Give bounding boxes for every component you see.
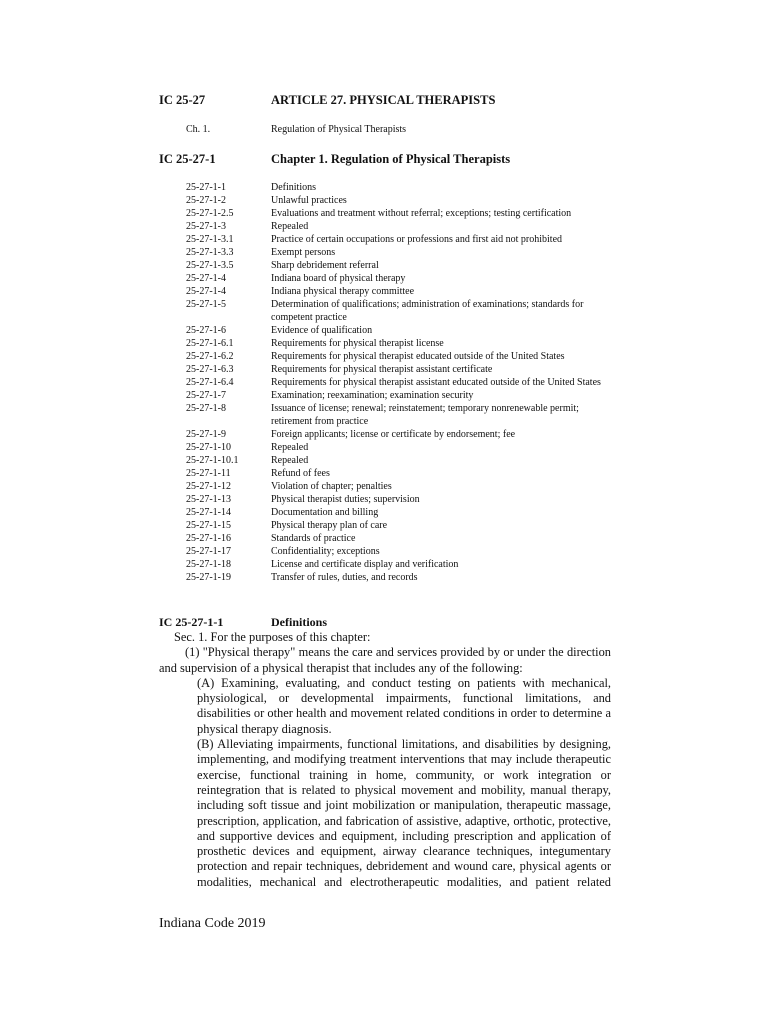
toc-section-description: Issuance of license; renewal; reinstatement; temporary nonrenewable permit; retirement from practice xyxy=(271,403,579,427)
toc-row xyxy=(186,194,606,207)
toc-section-description: Requirements for physical therapist assistant educated outside of the United States xyxy=(271,377,601,388)
toc-section-description: Repealed xyxy=(271,442,309,453)
toc-row xyxy=(186,532,606,545)
toc-row xyxy=(186,337,606,350)
toc-section-number: 25-27-1-3 xyxy=(186,221,226,232)
toc-section-description: Documentation and billing xyxy=(271,507,379,518)
toc-section-description: License and certificate display and verification xyxy=(271,559,459,570)
toc-row xyxy=(186,506,606,519)
toc-row xyxy=(186,285,606,298)
toc-row xyxy=(186,428,606,441)
definition-subitem-b: (B) Alleviating impairments, functional limitations, and disabilities by designing, implementing, and modifying treatment interventions that may include therapeutic exercise, functional training in home, community, or work integration or reintegration that is related to physical movement and mobility, manual therapy, including soft tissue and joint mobilization or manipulation, therapeutic massage, prescription, application, and fabrication of assistive, adaptive, orthotic, protective, and supportive devices and equipment, including prescription and application of prosthetic devices and equipment, airway clearance techniques, integumentary protection and repair techniques, debridement and wound care, physical agents or modalities, mechanical and electrotherapeutic modalities, and patient related xyxy=(197,737,611,889)
toc-row xyxy=(186,467,606,480)
toc-section-description: Refund of fees xyxy=(271,468,330,479)
definition-subitem-a: (A) Examining, evaluating, and conduct testing on patients with mechanical, physiological, or developmental impairments, functional limitations, and disabilities or other health and movement related conditions in order to determine a physical therapy diagnosis. xyxy=(197,675,611,736)
toc-section-number: 25-27-1-3.5 xyxy=(186,260,234,271)
toc-section-number: 25-27-1-6.3 xyxy=(186,364,234,375)
toc-section-number: 25-27-1-13 xyxy=(186,494,231,505)
toc-section-number: 25-27-1-6.4 xyxy=(186,377,234,388)
toc-section-description: Requirements for physical therapist assistant certificate xyxy=(271,364,493,375)
toc-row xyxy=(186,246,606,259)
chapter-code: IC 25-27-1 xyxy=(159,152,216,166)
toc-section-number: 25-27-1-4 xyxy=(186,273,226,284)
toc-section-number: 25-27-1-5 xyxy=(186,299,226,310)
toc-section-description: Violation of chapter; penalties xyxy=(271,481,392,492)
definitions-body xyxy=(159,630,611,890)
toc-section-number: 25-27-1-3.3 xyxy=(186,247,234,258)
toc-section-number: 25-27-1-11 xyxy=(186,468,231,479)
page-footer: Indiana Code 2019 xyxy=(159,916,266,931)
toc-section-description: Foreign applicants; license or certificate by endorsement; fee xyxy=(271,429,516,440)
toc-section-number: 25-27-1-9 xyxy=(186,429,226,440)
toc-section-description: Determination of qualifications; administration of examinations; standards for competent practice xyxy=(271,299,584,323)
toc-section-number: 25-27-1-1 xyxy=(186,182,226,193)
toc-row xyxy=(186,233,606,246)
toc-row xyxy=(186,519,606,532)
toc-section-description: Repealed xyxy=(271,455,309,466)
toc-section-description: Physical therapy plan of care xyxy=(271,520,388,531)
toc-section-number: 25-27-1-2.5 xyxy=(186,208,234,219)
toc-section-number: 25-27-1-3.1 xyxy=(186,234,234,245)
toc-section-description: Requirements for physical therapist license xyxy=(271,338,444,349)
toc-row xyxy=(186,272,606,285)
toc-row xyxy=(186,558,606,571)
toc-row xyxy=(186,389,606,402)
toc-section-number: 25-27-1-15 xyxy=(186,520,231,531)
definition-item-1: (1) "Physical therapy" means the care and services provided by or under the direction and supervision of a physical therapist that includes any of the following: xyxy=(159,645,611,675)
toc-section-number: 25-27-1-18 xyxy=(186,559,231,570)
toc-section-description: Sharp debridement referral xyxy=(271,260,379,271)
toc-section-number: 25-27-1-19 xyxy=(186,572,231,583)
toc-row xyxy=(186,350,606,363)
toc-section-number: 25-27-1-17 xyxy=(186,546,231,557)
toc-row xyxy=(186,493,606,506)
toc-row xyxy=(186,207,606,220)
toc-row xyxy=(186,376,606,389)
toc-section-number: 25-27-1-16 xyxy=(186,533,231,544)
toc-section-description: Definitions xyxy=(271,182,316,193)
toc-row xyxy=(186,480,606,493)
toc-section-number: 25-27-1-7 xyxy=(186,390,226,401)
definitions-code: IC 25-27-1-1 xyxy=(159,615,224,629)
toc-row xyxy=(186,220,606,233)
toc-section-number: 25-27-1-6 xyxy=(186,325,226,336)
toc-section-number: 25-27-1-2 xyxy=(186,195,226,206)
toc-section-number: 25-27-1-6.2 xyxy=(186,351,234,362)
toc-section-number: 25-27-1-10 xyxy=(186,442,231,453)
toc-row xyxy=(186,363,606,376)
toc-section-description: Evidence of qualification xyxy=(271,325,373,336)
toc-section-number: 25-27-1-14 xyxy=(186,507,231,518)
toc-row xyxy=(186,298,606,324)
toc-section-description: Standards of practice xyxy=(271,533,356,544)
toc-section-number: 25-27-1-4 xyxy=(186,286,226,297)
toc-section-number: 25-27-1-10.1 xyxy=(186,455,239,466)
toc-section-description: Requirements for physical therapist educated outside of the United States xyxy=(271,351,565,362)
toc-row xyxy=(186,324,606,337)
toc-section-number: 25-27-1-6.1 xyxy=(186,338,234,349)
toc-section-description: Physical therapist duties; supervision xyxy=(271,494,420,505)
toc-row xyxy=(186,402,606,428)
toc-section-description: Practice of certain occupations or professions and first aid not prohibited xyxy=(271,234,563,245)
toc-section-description: Confidentiality; exceptions xyxy=(271,546,380,557)
toc-row xyxy=(186,454,606,467)
chapter-title: Chapter 1. Regulation of Physical Therapists xyxy=(271,152,511,166)
toc-row xyxy=(186,545,606,558)
toc-section-description: Examination; reexamination; examination security xyxy=(271,390,474,401)
toc-section-description: Unlawful practices xyxy=(271,195,347,206)
toc-section-number: 25-27-1-8 xyxy=(186,403,226,414)
toc-section-description: Indiana physical therapy committee xyxy=(271,286,415,297)
article-title: ARTICLE 27. PHYSICAL THERAPISTS xyxy=(271,93,496,107)
section-table-of-contents xyxy=(186,181,606,584)
toc-section-description: Exempt persons xyxy=(271,247,336,258)
toc-section-description: Transfer of rules, duties, and records xyxy=(271,572,418,583)
definitions-title: Definitions xyxy=(271,615,328,629)
toc-section-description: Repealed xyxy=(271,221,309,232)
chapter-index-label: Ch. 1. xyxy=(186,124,211,135)
section-intro: Sec. 1. For the purposes of this chapter: xyxy=(174,630,371,644)
article-code: IC 25-27 xyxy=(159,93,206,107)
toc-row xyxy=(186,571,606,584)
toc-row xyxy=(186,181,606,194)
toc-section-description: Evaluations and treatment without referral; exceptions; testing certification xyxy=(271,208,572,219)
toc-row xyxy=(186,259,606,272)
chapter-index-text: Regulation of Physical Therapists xyxy=(271,124,407,135)
toc-row xyxy=(186,441,606,454)
toc-section-description: Indiana board of physical therapy xyxy=(271,273,406,284)
toc-section-number: 25-27-1-12 xyxy=(186,481,231,492)
